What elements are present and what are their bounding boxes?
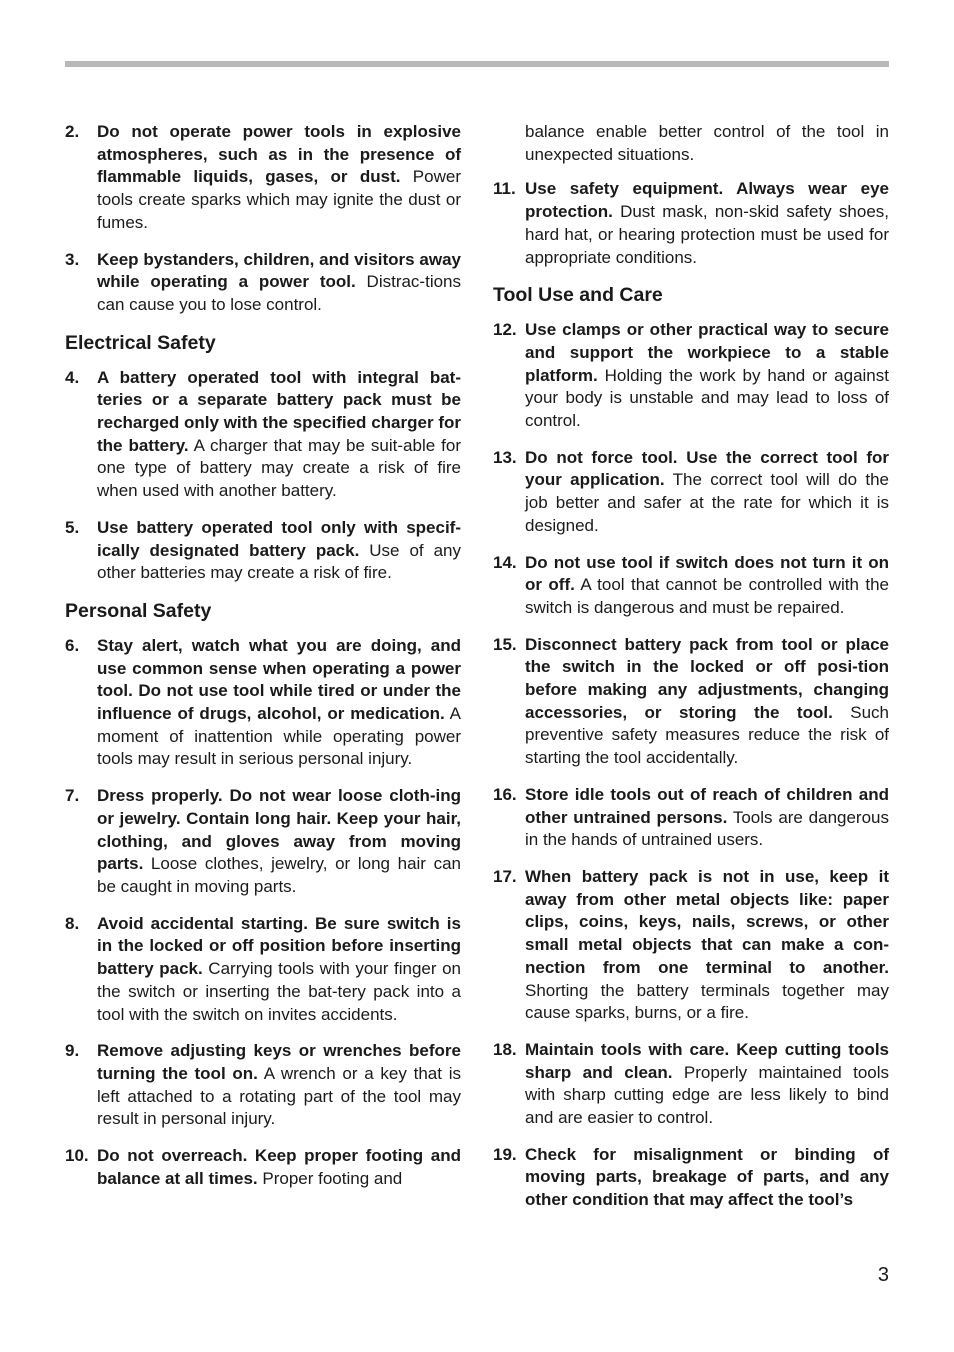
item-text xyxy=(525,447,889,538)
item-text xyxy=(97,249,461,317)
item-number: 13. xyxy=(493,447,517,467)
item-text xyxy=(525,1144,889,1212)
item-text xyxy=(97,635,461,771)
list-item xyxy=(65,249,461,317)
item-body-text: A tool that cannot be controlled with the switch is dangerous and must be repaired. xyxy=(525,575,889,617)
item-text xyxy=(525,552,889,620)
section-heading: Tool Use and Care xyxy=(493,284,663,307)
list-item xyxy=(493,634,889,770)
item-number: 7. xyxy=(65,786,80,806)
item-number: 19. xyxy=(493,1144,517,1164)
item-bold-text: Store idle tools out of reach of children and other untrained persons. xyxy=(525,784,889,827)
item-number: 3. xyxy=(65,249,80,269)
right-column xyxy=(493,121,889,1226)
item-bold-text: Use safety equipment. Always wear eye protection. xyxy=(525,179,889,222)
item-text xyxy=(97,121,461,235)
item-body-text: Power tools create sparks which may ignite the dust or fumes. xyxy=(97,167,461,232)
item-text xyxy=(525,634,889,770)
item-number: 11. xyxy=(493,179,516,199)
item-bold-text: Do not use tool if switch does not turn it on or off. xyxy=(525,552,889,595)
item-body-text: Use of any other batteries may create a risk of fire. xyxy=(97,540,461,583)
list-item xyxy=(493,784,889,852)
item-text xyxy=(525,319,889,433)
left-column xyxy=(65,121,461,1204)
item-text xyxy=(97,1040,461,1131)
item-bold-text: Dress properly. Do not wear loose cloth-ing or jewelry. Contain long hair. Keep your hair, clothing, and gloves away from moving parts. xyxy=(97,786,461,874)
item-body-text: A wrench or a key that is left attached to a rotating part of the tool may result in personal injury. xyxy=(97,1063,461,1129)
list-item xyxy=(493,178,889,269)
item-bold-text: Do not force tool. Use the correct tool for your application. xyxy=(525,447,889,490)
item-body-text: Properly maintained tools with sharp cutting edge are less likely to bind and are easier to control. xyxy=(525,1062,889,1128)
item-number: 5. xyxy=(65,517,80,537)
list-item xyxy=(65,121,461,235)
list-item xyxy=(65,785,461,899)
list-item xyxy=(493,447,889,538)
item-bold-text: Stay alert, watch what you are doing, and use common sense when operating a power tool. Do not use tool while tired or under the influence of drugs, alcohol, or medication. xyxy=(97,635,461,724)
list-item xyxy=(493,552,889,620)
item-text xyxy=(97,1145,461,1190)
section-heading: Electrical Safety xyxy=(65,331,216,354)
item-bold-text: Do not operate power tools in explosive atmospheres, such as in the presence of flammable liquids, gases, or dust. xyxy=(97,122,461,187)
item-bold-text: A battery operated tool with integral bat-teries or a separate battery pack must be recharged only with the specified charger for the battery. xyxy=(97,367,461,455)
item-bold-text: Maintain tools with care. Keep cutting tools sharp and clean. xyxy=(525,1039,889,1082)
item-number: 12. xyxy=(493,320,517,340)
header-rule xyxy=(65,61,889,67)
item-body-text: Carrying tools with your finger on the switch or inserting the bat-tery pack into a tool with the switch on invites accidents. xyxy=(97,959,461,1024)
list-item xyxy=(493,319,889,433)
item-number: 2. xyxy=(65,122,80,141)
item-number: 15. xyxy=(493,634,517,654)
continued-text: balance enable better control of the tool in unexpected situations. xyxy=(525,122,889,164)
item-body-text: A moment of inattention while operating power tools may result in serious personal injury. xyxy=(97,704,461,769)
item-number: 10. xyxy=(65,1146,89,1166)
item-bold-text: Check for misalignment or binding of moving parts, breakage of parts, and any other condition that may affect the tool’s xyxy=(525,1144,889,1210)
item-number: 14. xyxy=(493,552,517,572)
item-bold-text: Avoid accidental starting. Be sure switch is in the locked or off position before inserting battery pack. xyxy=(97,913,461,979)
item-bold-text: Disconnect battery pack from tool or place the switch in the locked or off posi-tion before making any adjustments, changing accessories, or storing the tool. xyxy=(525,634,889,722)
list-item xyxy=(493,1039,889,1130)
list-item xyxy=(493,866,889,1025)
item-text xyxy=(525,784,889,852)
item-text xyxy=(97,517,461,585)
item-body-text: Dust mask, non-skid safety shoes, hard hat, or hearing protection must be used for appropriate conditions. xyxy=(525,202,889,267)
item-body-text: Tools are dangerous in the hands of untrained users. xyxy=(525,807,890,850)
item-body-text: Holding the work by hand or against your body is unstable and may lead to loss of control. xyxy=(525,365,889,431)
item-number: 6. xyxy=(65,635,80,655)
page-number: 3 xyxy=(877,1264,889,1286)
item-text xyxy=(525,866,889,1025)
item-text xyxy=(97,785,461,899)
list-item xyxy=(65,1145,461,1190)
item-body-text: Loose clothes, jewelry, or long hair can be caught in moving parts. xyxy=(97,854,461,896)
item-number: 4. xyxy=(65,367,80,387)
item-body-text: Such preventive safety measures reduce the risk of starting the tool accidentally. xyxy=(525,702,889,768)
list-item xyxy=(65,517,461,585)
item-number: 9. xyxy=(65,1041,80,1061)
item-body-text: The correct tool will do the job better and safer at the rate for which it is designed. xyxy=(525,470,889,535)
list-item xyxy=(65,913,461,1027)
item-bold-text: Keep bystanders, children, and visitors away while operating a power tool. xyxy=(97,249,461,292)
section-heading: Personal Safety xyxy=(65,599,212,622)
item-bold-text: When battery pack is not in use, keep it away from other metal objects like: paper clips, coins, keys, nails, screws, or other small metal objects that can make a con-nection from one terminal to another. xyxy=(525,866,889,977)
item-body-text: A charger that may be suit-able for one type of battery may create a risk of fire when used with another battery. xyxy=(97,435,461,501)
item-text xyxy=(525,178,889,269)
item-body-text: Proper footing and xyxy=(257,1168,403,1188)
list-item xyxy=(493,1144,889,1212)
item-number: 18. xyxy=(493,1039,517,1059)
list-item xyxy=(65,1040,461,1131)
list-item xyxy=(65,635,461,771)
item-text xyxy=(97,913,461,1027)
item-bold-text: Use clamps or other practical way to secure and support the workpiece to a stable platform. xyxy=(525,320,889,385)
item-bold-text: Remove adjusting keys or wrenches before turning the tool on. xyxy=(97,1041,461,1083)
item-bold-text: Do not overreach. Keep proper footing and balance at all times. xyxy=(97,1146,461,1188)
item-number: 16. xyxy=(493,784,517,804)
item-bold-text: Use battery operated tool only with specif-ically designated battery pack. xyxy=(97,517,461,560)
item-number: 8. xyxy=(65,913,80,933)
item-text xyxy=(97,367,461,503)
item-body-text: Distrac-tions can cause you to lose control. xyxy=(97,272,462,314)
item-text xyxy=(525,1039,889,1130)
list-item xyxy=(65,367,461,503)
item-number: 17. xyxy=(493,866,517,886)
item-body-text: Shorting the battery terminals together may cause sparks, burns, or a fire. xyxy=(525,980,889,1023)
